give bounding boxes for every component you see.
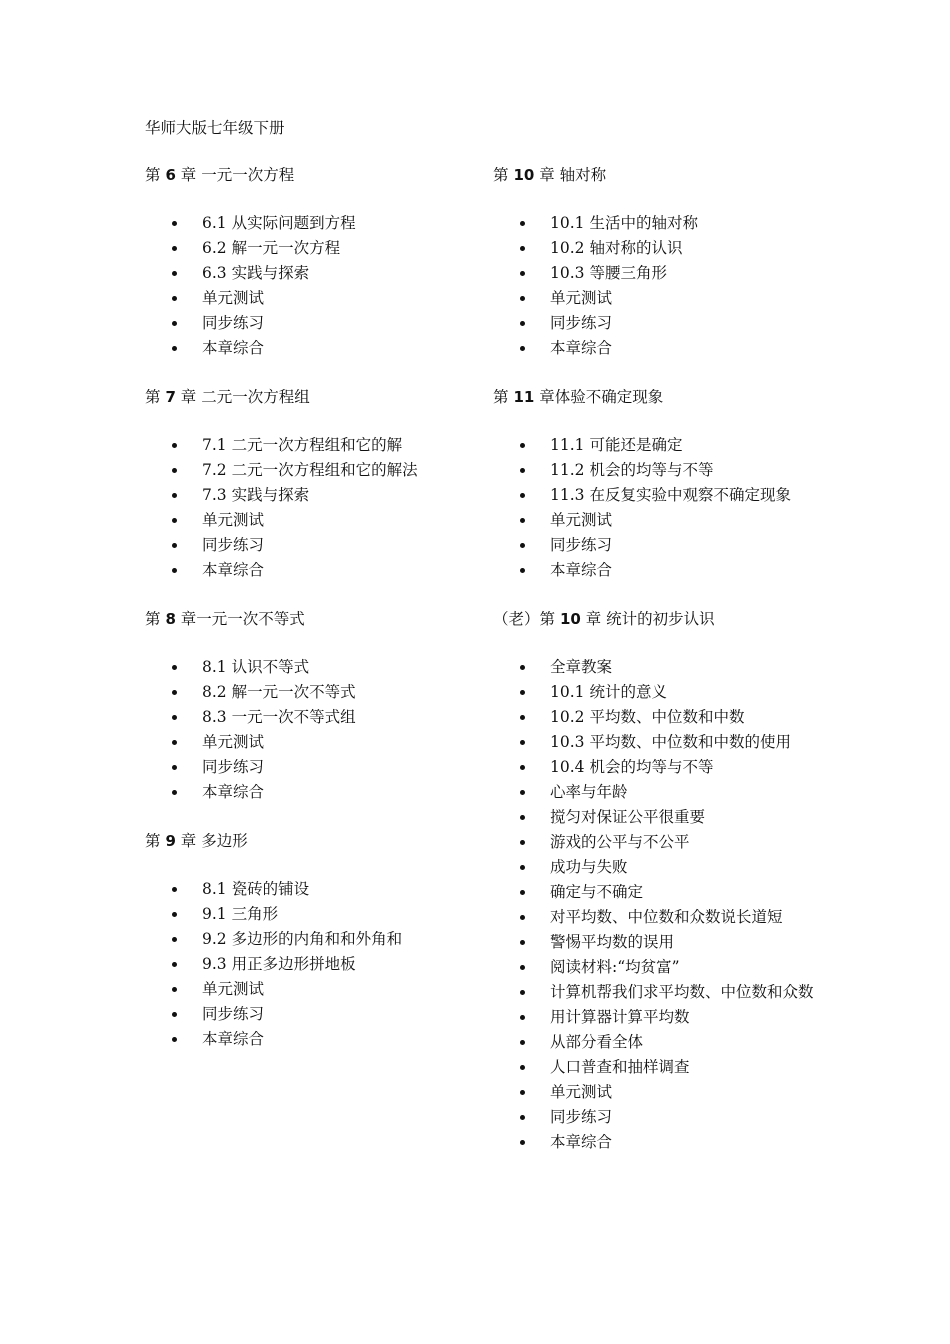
list-item[interactable] <box>493 705 833 730</box>
list-item-label: 10.1 统计的意义 <box>550 683 667 701</box>
right-column <box>493 164 833 1180</box>
list-item-label: 本章综合 <box>550 339 613 357</box>
chapter-section <box>145 164 475 361</box>
bullet-icon <box>172 518 177 523</box>
list-item[interactable] <box>493 805 833 830</box>
chapter-name: 章体验不确定现象 <box>534 388 664 406</box>
list-item-label: 本章综合 <box>202 339 265 357</box>
list-item-label: 单元测试 <box>550 1083 613 1101</box>
list-item[interactable] <box>493 755 833 780</box>
list-item[interactable] <box>145 236 475 261</box>
bullet-icon <box>520 1115 525 1120</box>
bullet-icon <box>172 937 177 942</box>
list-item[interactable] <box>493 558 833 583</box>
list-item[interactable] <box>493 980 833 1005</box>
chapter-prefix: 第 <box>493 166 514 184</box>
bullet-icon <box>172 296 177 301</box>
chapter-number: 8 <box>165 610 176 628</box>
chapter-number: 6 <box>165 166 176 184</box>
chapter-title[interactable] <box>145 830 475 852</box>
bullet-icon <box>172 543 177 548</box>
bullet-icon <box>520 765 525 770</box>
list-item-label: 警惕平均数的误用 <box>550 933 675 951</box>
bullet-icon <box>520 271 525 276</box>
bullet-icon <box>172 321 177 326</box>
list-item-label: 6.3 实践与探索 <box>202 264 310 282</box>
list-item[interactable] <box>493 780 833 805</box>
list-item-label: 9.2 多边形的内角和和外角和 <box>202 930 403 948</box>
bullet-icon <box>520 690 525 695</box>
bullet-icon <box>172 1012 177 1017</box>
bullet-icon <box>520 1040 525 1045</box>
list-item-label: 本章综合 <box>202 783 265 801</box>
chapter-prefix: 第 <box>145 388 166 406</box>
chapter-title[interactable] <box>493 608 833 630</box>
list-item[interactable] <box>493 930 833 955</box>
list-item-label: 同步练习 <box>550 314 613 332</box>
bullet-icon <box>172 493 177 498</box>
list-item[interactable] <box>145 877 475 902</box>
chapter-prefix: （老）第 <box>493 610 560 628</box>
list-item-label: 10.3 平均数、中位数和中数的使用 <box>550 733 791 751</box>
bullet-icon <box>520 840 525 845</box>
list-item-label: 本章综合 <box>550 1133 613 1151</box>
list-item-label: 单元测试 <box>550 289 613 307</box>
bullet-icon <box>520 665 525 670</box>
bullet-icon <box>520 940 525 945</box>
chapter-name: 章 一元一次方程 <box>175 166 295 184</box>
list-item[interactable] <box>145 952 475 977</box>
bullet-icon <box>520 493 525 498</box>
list-item-label: 10.3 等腰三角形 <box>550 264 667 282</box>
bullet-icon <box>520 990 525 995</box>
list-item-label: 10.1 生活中的轴对称 <box>550 214 698 232</box>
list-item-label: 8.2 解一元一次不等式 <box>202 683 356 701</box>
list-item[interactable] <box>493 336 833 361</box>
list-item-label: 单元测试 <box>202 511 265 529</box>
bullet-icon <box>520 321 525 326</box>
list-item-label: 计算机帮我们求平均数、中位数和众数 <box>550 983 814 1001</box>
list-item-label: 8.1 认识不等式 <box>202 658 310 676</box>
bullet-icon <box>520 568 525 573</box>
chapter-name: 章 轴对称 <box>534 166 607 184</box>
list-item-label: 同步练习 <box>202 536 265 554</box>
bullet-icon <box>520 965 525 970</box>
bullet-icon <box>520 815 525 820</box>
list-item[interactable] <box>145 433 475 458</box>
bullet-icon <box>520 443 525 448</box>
chapter-prefix: 第 <box>145 166 166 184</box>
chapter-prefix: 第 <box>493 388 514 406</box>
list-item[interactable] <box>145 755 475 780</box>
list-item[interactable] <box>493 955 833 980</box>
chapter-section <box>145 386 475 583</box>
chapter-item-list <box>145 877 475 1052</box>
list-item-label: 本章综合 <box>202 1030 265 1048</box>
list-item[interactable] <box>493 880 833 905</box>
list-item[interactable] <box>493 830 833 855</box>
chapter-number: 10 <box>513 166 535 184</box>
chapter-number: 11 <box>513 388 535 406</box>
list-item-label: 搅匀对保证公平很重要 <box>550 808 706 826</box>
chapter-title[interactable] <box>145 608 475 630</box>
list-item-label: 单元测试 <box>202 289 265 307</box>
list-item-label: 人口普查和抽样调查 <box>550 1058 690 1076</box>
list-item[interactable] <box>493 261 833 286</box>
list-item-label: 同步练习 <box>202 1005 265 1023</box>
list-item[interactable] <box>493 1130 833 1155</box>
list-item[interactable] <box>145 680 475 705</box>
list-item[interactable] <box>493 533 833 558</box>
chapter-title[interactable] <box>493 386 833 408</box>
list-item[interactable] <box>145 977 475 1002</box>
bullet-icon <box>520 1065 525 1070</box>
chapter-item-list <box>145 655 475 805</box>
list-item[interactable] <box>493 1005 833 1030</box>
bullet-icon <box>520 468 525 473</box>
bullet-icon <box>520 221 525 226</box>
chapter-name: 章 二元一次方程组 <box>175 388 310 406</box>
list-item[interactable] <box>493 730 833 755</box>
bullet-icon <box>172 468 177 473</box>
bullet-icon <box>520 790 525 795</box>
list-item[interactable] <box>493 1030 833 1055</box>
chapter-number: 7 <box>165 388 176 406</box>
list-item[interactable] <box>493 311 833 336</box>
list-item-label: 7.1 二元一次方程组和它的解 <box>202 436 403 454</box>
chapter-item-list <box>493 433 833 583</box>
list-item[interactable] <box>493 680 833 705</box>
bullet-icon <box>520 1015 525 1020</box>
chapter-title[interactable] <box>145 386 475 408</box>
chapter-section <box>493 386 833 583</box>
list-item-label: 10.2 平均数、中位数和中数 <box>550 708 745 726</box>
list-item-label: 确定与不确定 <box>550 883 644 901</box>
bullet-icon <box>520 296 525 301</box>
chapter-section <box>493 164 833 361</box>
list-item-label: 11.3 在反复实验中观察不确定现象 <box>550 486 791 504</box>
chapter-prefix: 第 <box>145 832 166 850</box>
list-item[interactable] <box>145 1027 475 1052</box>
chapter-name: 章 统计的初步认识 <box>580 610 715 628</box>
chapter-number: 9 <box>165 832 176 850</box>
bullet-icon <box>172 1037 177 1042</box>
list-item[interactable] <box>493 211 833 236</box>
bullet-icon <box>172 912 177 917</box>
list-item-label: 从部分看全体 <box>550 1033 644 1051</box>
list-item-label: 对平均数、中位数和众数说长道短 <box>550 908 783 926</box>
chapter-item-list <box>145 211 475 361</box>
chapter-title[interactable] <box>145 164 475 186</box>
list-item[interactable] <box>493 458 833 483</box>
list-item[interactable] <box>145 730 475 755</box>
chapter-title[interactable] <box>493 164 833 186</box>
list-item-label: 7.3 实践与探索 <box>202 486 310 504</box>
bullet-icon <box>172 790 177 795</box>
list-item[interactable] <box>145 927 475 952</box>
list-item-label: 11.2 机会的均等与不等 <box>550 461 714 479</box>
list-item-label: 阅读材料:“均贫富” <box>550 958 680 976</box>
chapter-number: 10 <box>559 610 581 628</box>
list-item[interactable] <box>145 261 475 286</box>
list-item-label: 8.1 瓷砖的铺设 <box>202 880 310 898</box>
list-item[interactable] <box>145 483 475 508</box>
bullet-icon <box>520 543 525 548</box>
bullet-icon <box>520 915 525 920</box>
list-item-label: 10.4 机会的均等与不等 <box>550 758 714 776</box>
list-item-label: 6.2 解一元一次方程 <box>202 239 341 257</box>
list-item-label: 6.1 从实际问题到方程 <box>202 214 356 232</box>
list-item-label: 7.2 二元一次方程组和它的解法 <box>202 461 418 479</box>
chapter-item-list <box>493 211 833 361</box>
bullet-icon <box>172 962 177 967</box>
document-title: 华师大版七年级下册 <box>145 119 285 137</box>
list-item-label: 同步练习 <box>202 314 265 332</box>
list-item-label: 单元测试 <box>202 980 265 998</box>
bullet-icon <box>520 518 525 523</box>
list-item[interactable] <box>493 905 833 930</box>
list-item-label: 成功与失败 <box>550 858 628 876</box>
bullet-icon <box>520 1140 525 1145</box>
list-item[interactable] <box>493 433 833 458</box>
list-item[interactable] <box>493 286 833 311</box>
list-item[interactable] <box>145 286 475 311</box>
list-item[interactable] <box>493 483 833 508</box>
list-item[interactable] <box>493 655 833 680</box>
list-item[interactable] <box>145 211 475 236</box>
list-item-label: 9.1 三角形 <box>202 905 279 923</box>
bullet-icon <box>172 443 177 448</box>
list-item[interactable] <box>145 558 475 583</box>
list-item[interactable] <box>493 855 833 880</box>
chapter-section <box>493 608 833 1155</box>
list-item[interactable] <box>145 533 475 558</box>
list-item[interactable] <box>145 705 475 730</box>
list-item-label: 游戏的公平与不公平 <box>550 833 690 851</box>
bullet-icon <box>172 665 177 670</box>
bullet-icon <box>172 690 177 695</box>
chapter-item-list <box>145 433 475 583</box>
bullet-icon <box>520 346 525 351</box>
list-item-label: 9.3 用正多边形拼地板 <box>202 955 356 973</box>
bullet-icon <box>520 246 525 251</box>
list-item[interactable] <box>145 902 475 927</box>
chapter-item-list <box>493 655 833 1155</box>
bullet-icon <box>520 715 525 720</box>
chapter-section <box>145 608 475 805</box>
bullet-icon <box>520 1090 525 1095</box>
list-item-label: 同步练习 <box>550 536 613 554</box>
list-item-label: 全章教案 <box>550 658 613 676</box>
chapter-section <box>145 830 475 1052</box>
list-item[interactable] <box>145 336 475 361</box>
list-item-label: 8.3 一元一次不等式组 <box>202 708 356 726</box>
list-item-label: 本章综合 <box>550 561 613 579</box>
list-item[interactable] <box>145 458 475 483</box>
list-item[interactable] <box>145 508 475 533</box>
list-item[interactable] <box>493 1055 833 1080</box>
list-item-label: 同步练习 <box>202 758 265 776</box>
list-item[interactable] <box>145 780 475 805</box>
list-item-label: 心率与年龄 <box>550 783 628 801</box>
list-item[interactable] <box>493 1080 833 1105</box>
bullet-icon <box>172 271 177 276</box>
list-item[interactable] <box>145 311 475 336</box>
chapter-name: 章一元一次不等式 <box>175 610 305 628</box>
list-item-label: 10.2 轴对称的认识 <box>550 239 683 257</box>
bullet-icon <box>172 987 177 992</box>
list-item[interactable] <box>145 1002 475 1027</box>
chapter-name: 章 多边形 <box>175 832 248 850</box>
list-item-label: 用计算器计算平均数 <box>550 1008 690 1026</box>
left-column <box>145 164 475 1077</box>
list-item[interactable] <box>493 1105 833 1130</box>
list-item[interactable] <box>145 655 475 680</box>
chapter-prefix: 第 <box>145 610 166 628</box>
list-item-label: 本章综合 <box>202 561 265 579</box>
bullet-icon <box>520 865 525 870</box>
bullet-icon <box>172 346 177 351</box>
list-item-label: 单元测试 <box>550 511 613 529</box>
list-item-label: 单元测试 <box>202 733 265 751</box>
list-item-label: 同步练习 <box>550 1108 613 1126</box>
bullet-icon <box>172 715 177 720</box>
bullet-icon <box>172 765 177 770</box>
bullet-icon <box>172 246 177 251</box>
bullet-icon <box>520 890 525 895</box>
bullet-icon <box>172 568 177 573</box>
bullet-icon <box>520 740 525 745</box>
bullet-icon <box>172 740 177 745</box>
list-item-label: 11.1 可能还是确定 <box>550 436 683 454</box>
bullet-icon <box>172 887 177 892</box>
list-item[interactable] <box>493 508 833 533</box>
bullet-icon <box>172 221 177 226</box>
list-item[interactable] <box>493 236 833 261</box>
